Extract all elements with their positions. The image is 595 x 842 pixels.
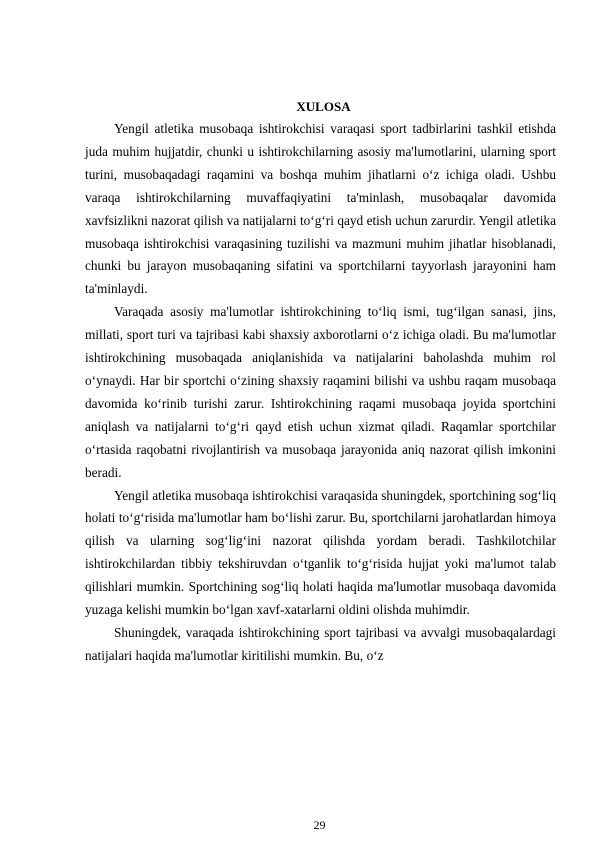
page-number: 29 (313, 818, 326, 832)
paragraph-2: Varaqada asosiy ma'lumotlar ishtirokchining to‘liq ismi, tug‘ilgan sanasi, jins, millati, sport turi va tajribasi kabi shaxsiy axborotlarni o‘z ichiga oladi. Bu ma'lumotlar ishtirokchining musobaqada aniqlanishida va natijalarini baholashda muhim rol o‘ynaydi. Har bir sportchi o‘zining shaxsiy raqamini bilishi va ushbu raqam musobaqa davomida ko‘rinib turishi zarur. Ishtirokchining raqami musobaqa joyida sportchini aniqlash va natijalarni to‘g‘ri qayd etish uchun xizmat qiladi. Raqamlar sportchilar o‘rtasida raqobatni rivojlantirish va musobaqa jarayonida aniq nazorat qilish imkonini beradi. (85, 304, 556, 480)
paragraph-3: Yengil atletika musobaqa ishtirokchisi varaqasida shuningdek, sportchining sog‘liq holati to‘g‘risida ma'lumotlar ham bo‘lishi zarur. Bu, sportchilarni jarohatlardan himoya qilish va ularning sog‘lig‘ini nazorat qilishda yordam beradi. Tashkilotchilar ishtirokchilardan tibbiy tekshiruvdan o‘tganlik to‘g‘risida hujjat yoki ma'lumot talab qilishlari mumkin. Sportchining sog‘liq holati haqida ma'lumotlar musobaqa davomida yuzaga kelishi mumkin bo‘lgan xavf-xatarlarni oldini olishda muhimdir. (85, 487, 556, 618)
section-heading: XULOSA (296, 99, 351, 114)
paragraph-1: Yengil atletika musobaqa ishtirokchisi varaqasi sport tadbirlarini tashkil etishda juda muhim hujjatdir, chunki u ishtirokchilarning asosiy ma'lumotlarini, ularning sport turini, musobaqadagi raqamini va boshqa muhim jihatlarni o‘z ichiga oladi. Ushbu varaqa ishtirokchilarning muvaffaqiyatini ta'minlash, musobaqalar davomida xavfsizlikni nazorat qilish va natijalarni to‘g‘ri qayd etish uchun zarurdir. Yengil atletika musobaqa ishtirokchisi varaqasining tuzilishi va mazmuni muhim jihatlar hisoblanadi, chunki bu jarayon musobaqaning sifatini va sportchilarni tayyorlash jarayonini ham ta'minlaydi. (85, 121, 556, 297)
document-body (85, 96, 556, 668)
paragraph-4: Shuningdek, varaqada ishtirokchining sport tajribasi va avvalgi musobaqalardagi natijalari haqida ma'lumotlar kiritilishi mumkin. Bu, o‘z (85, 624, 556, 663)
